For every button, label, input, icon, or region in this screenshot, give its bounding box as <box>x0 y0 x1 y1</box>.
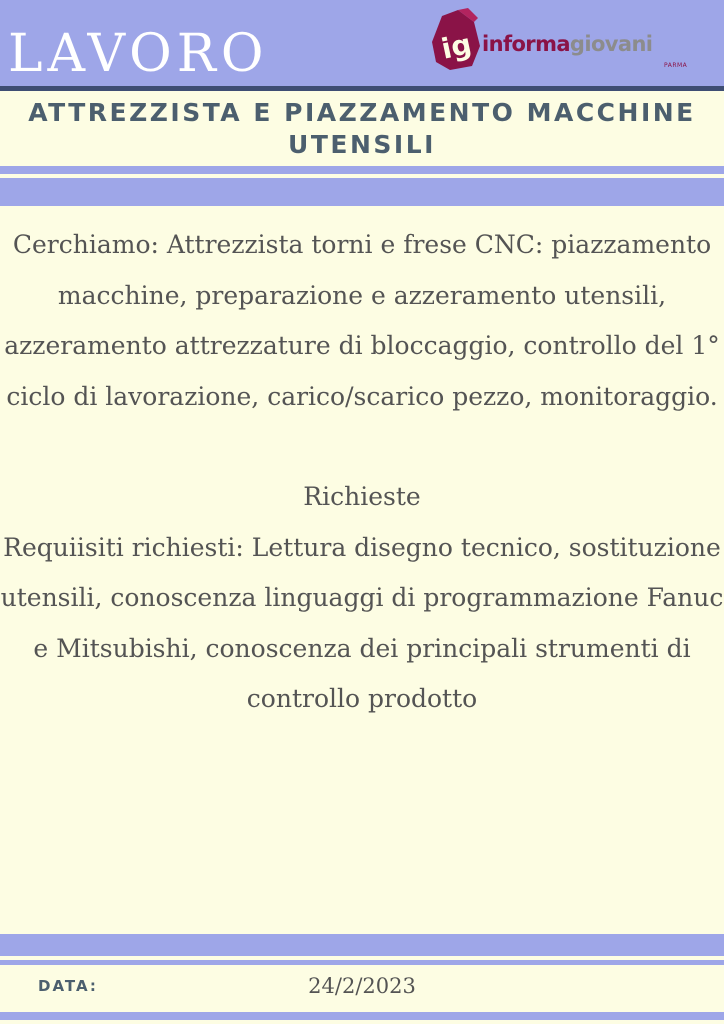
section-title: LAVORO <box>8 24 269 84</box>
job-title: ATTREZZISTA E PIAZZAMENTO MACCHINE UTENSILI <box>28 98 696 159</box>
informagiovani-logo <box>428 8 688 76</box>
requirements-heading: Richieste <box>303 482 421 511</box>
svg-text:ig: ig <box>438 27 475 66</box>
header-rule <box>0 86 724 91</box>
bottom-stripe <box>0 1012 724 1020</box>
logo-wordmark <box>482 34 652 55</box>
divider-band <box>0 178 724 206</box>
logo-subtext: PARMA <box>664 62 688 69</box>
job-body <box>0 220 724 725</box>
paragraph-gap <box>0 422 724 472</box>
divider-stripe <box>0 166 724 174</box>
logo-text-informa: informa <box>482 32 570 56</box>
date-label: DATA: <box>38 977 98 995</box>
footer-stripe <box>0 960 724 965</box>
ig-logo-mark-icon <box>428 8 484 72</box>
requirements-text: Requiisiti richiesti: Lettura disegno tecnico, sostituzione utensili, conoscenza linguaggi di programmazione Fanuc e Mitsubishi, conoscenza dei principali strumenti di controllo prodotto <box>0 532 724 713</box>
footer-band <box>0 934 724 956</box>
date-value: 24/2/2023 <box>308 974 416 998</box>
logo-text-giovani: giovani <box>569 32 653 56</box>
job-description: Cerchiamo: Attrezzista torni e frese CNC: piazzamento macchine, preparazione e azzeramento utensili, azzeramento attrezzature di bloccaggio, controllo del 1° ciclo di lavorazione, carico/scarico pezzo, monitoraggio. <box>4 230 720 411</box>
